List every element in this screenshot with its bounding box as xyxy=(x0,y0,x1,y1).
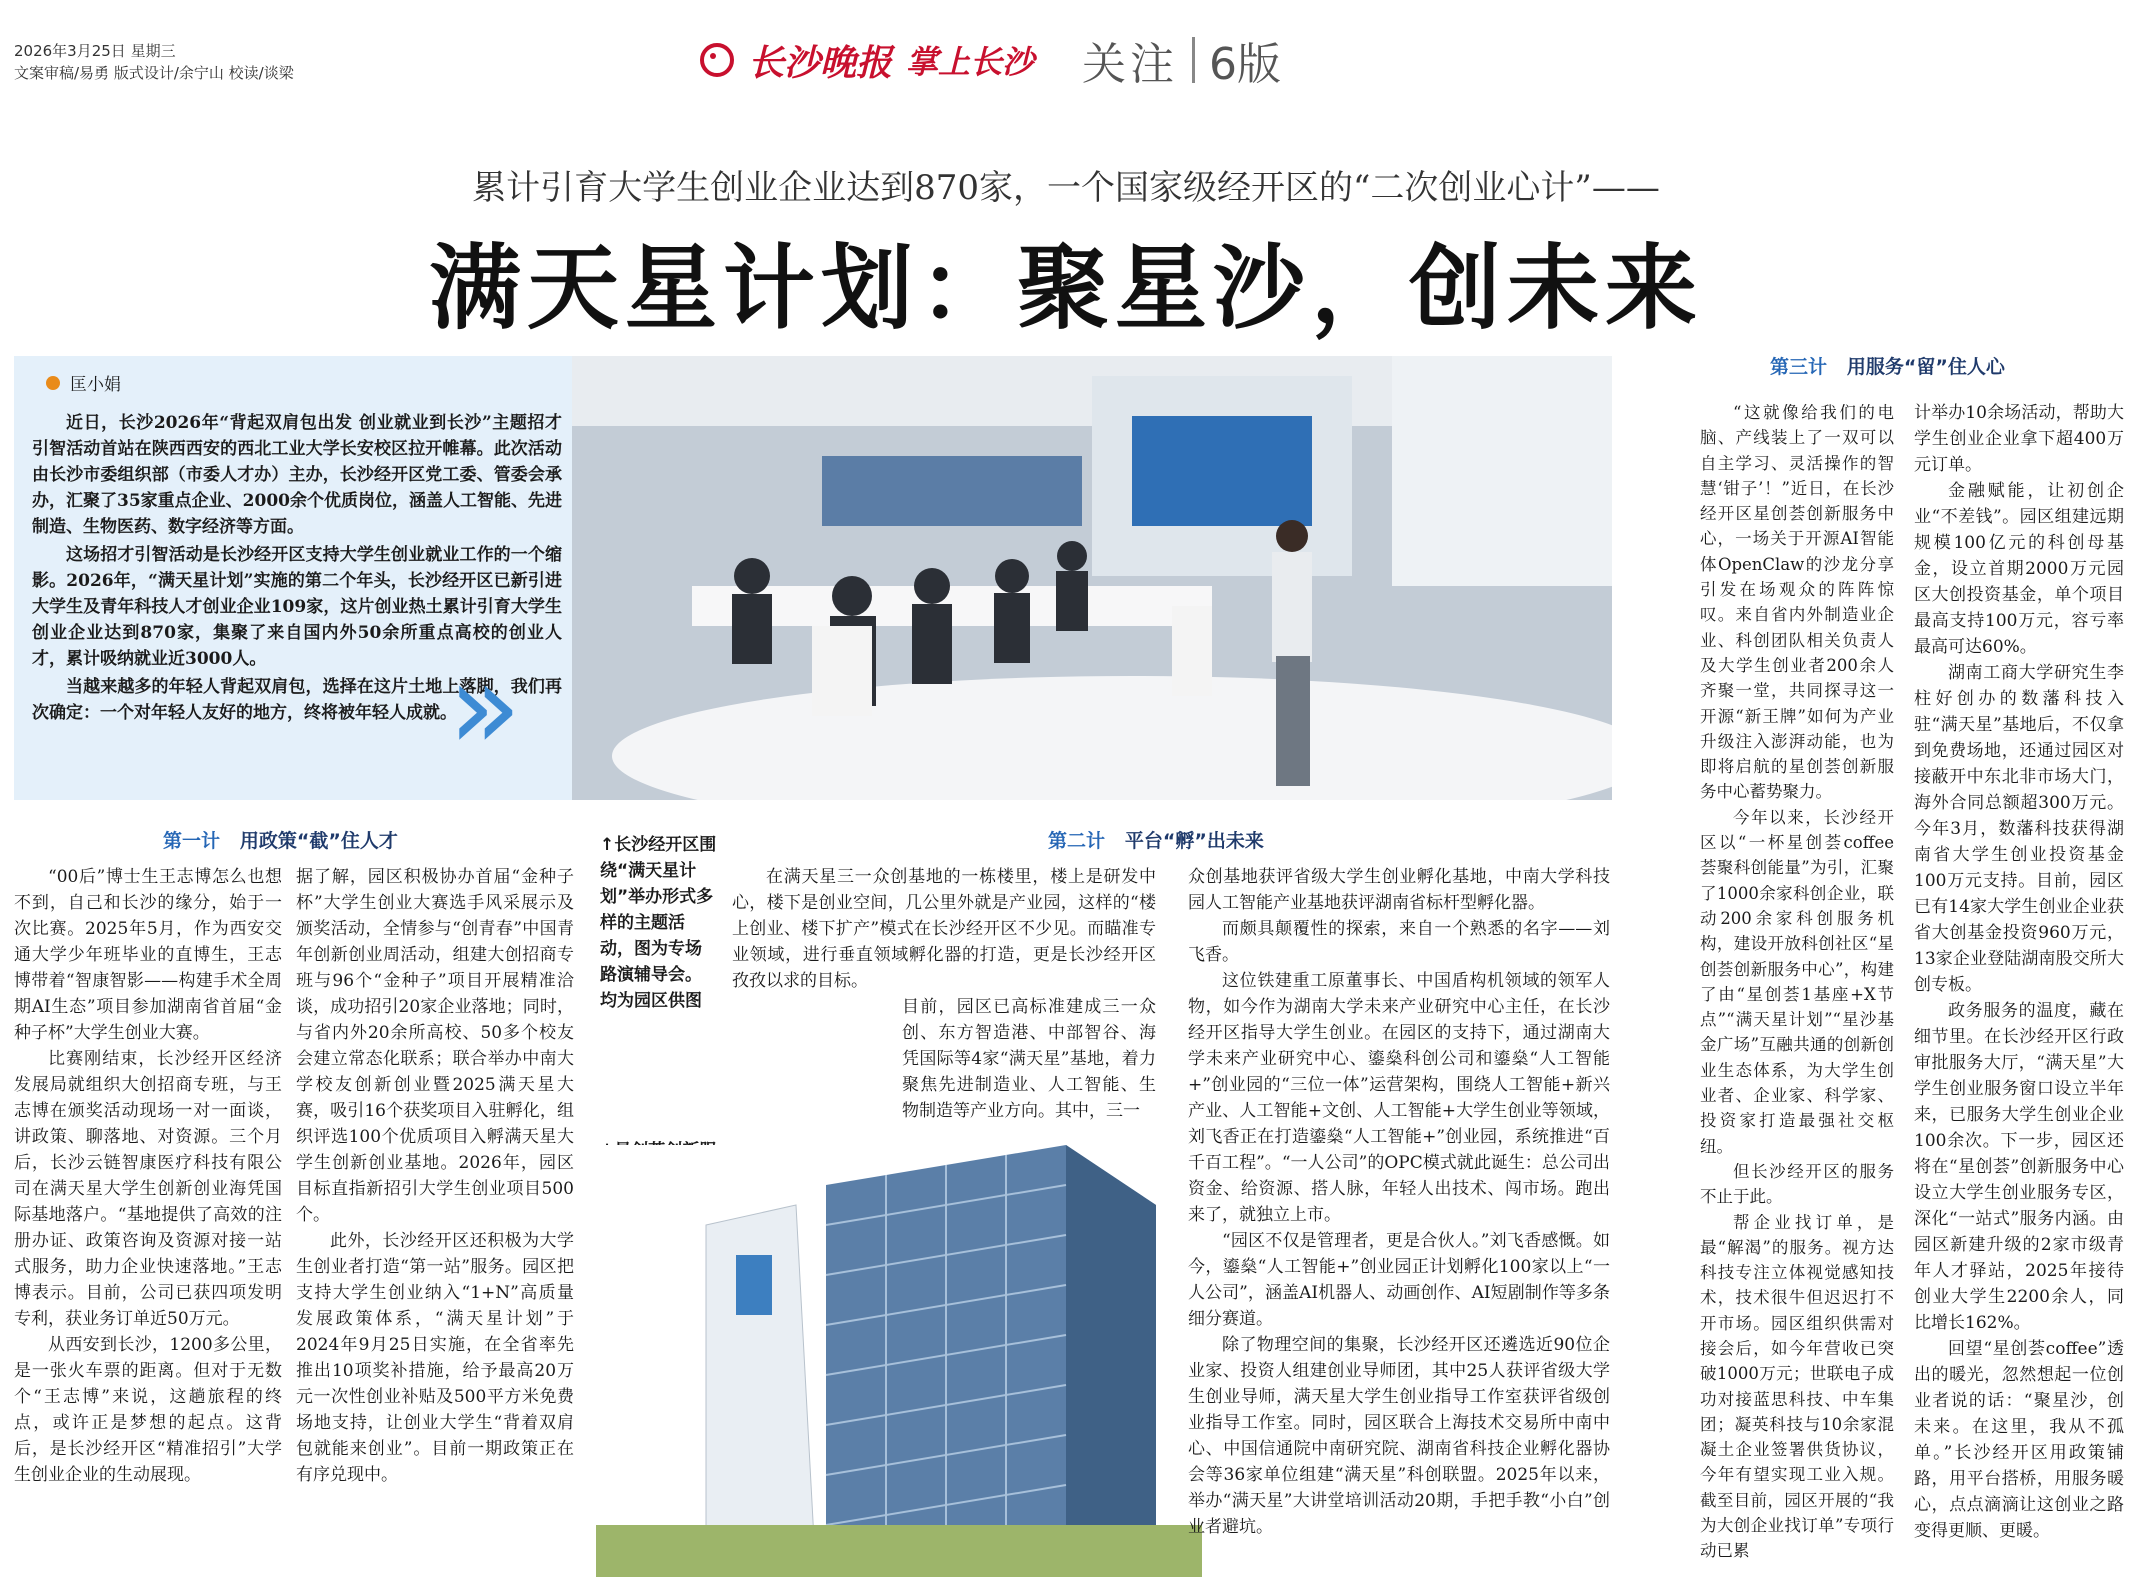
article-paragraph: 回望“星创荟coffee”透出的暖光，忽然想起一位创业者说的话：“聚星沙，创未来。在这里，我从不孤单。”长沙经开区用政策铺路，用平台搭桥，用服务暖心，点点滴滴让这创业之路变得更顺、更暖。 xyxy=(1914,1339,2124,1541)
article-paragraph: 这位铁建重工原董事长、中国盾构机领域的领军人物，如今作为湖南大学未来产业研究中心主任，在长沙经开区指导大学生创业。在园区的支持下，通过湖南大学未来产业研究中心、鎏燊科创公司和鎏燊“人工智能+”创业园的“三位一体”运营架构，围绕人工智能+新兴产业、人工智能+文创、人工智能+大学生创业等领域，刘飞香正在打造鎏燊“人工智能+”创业园，系统推进“百千百工程”。“一人公司”的OPC模式就此诞生：总公司出资金、给资源、搭人脉，年轻人出技术、闯市场。跑出来了，就独立上市。 xyxy=(1188,971,1610,1225)
building-photo-illustration xyxy=(596,1145,1202,1577)
article-paragraph: 比赛刚结束，长沙经开区经济发展局就组织大创招商专班，与王志博在颁奖活动现场一对一面谈，讲政策、聊落地、对资源。三个月后，长沙云链智康医疗科技有限公司在满天星大学生创新创业海凭国际基地落户。“基地提供了高效的注册办证、政策咨询及资源对接一站式服务，助力企业快速落地。”王志博表示。目前，公司已获四项发明专利，获业务订单近50万元。 xyxy=(14,1049,282,1329)
article-paragraph: 从西安到长沙，1200多公里，是一张火车票的距离。但对于无数个“王志博”来说，这趟旅程的终点，或许正是梦想的起点。这背后，是长沙经开区“精准招引”大学生创业企业的生动展现。 xyxy=(14,1335,282,1485)
staff-line: 文案审稿/易勇 版式设计/余宁山 校读/谈梁 xyxy=(14,64,294,82)
section-three-heading xyxy=(1770,352,2005,379)
masthead-brand xyxy=(700,28,1281,92)
page-number: 6版 xyxy=(1209,39,1282,90)
article-paragraph: 据了解，园区积极协办首届“金种子杯”大学生创业大赛选手风采展示及颁奖活动，全情参与“创青春”中国青年创新创业周活动，组建大创招商专班与96个“金种子”项目开展精准洽谈，成功招引20家企业落地；同时，与省内外20余所高校、50多个校友会建立常态化联系；联合举办中南大学校友创新创业暨2025满天星大赛，吸引16个获奖项目入驻孵化，组织评选100个优质项目入孵满天星大学生创新创业基地。2026年，园区目标直指新招引大学生创业项目500个。 xyxy=(296,867,574,1225)
event-photo-illustration xyxy=(572,356,1612,800)
event-photo xyxy=(572,356,1612,800)
article-paragraph: “园区不仅是管理者，更是合伙人。”刘飞香感慨。如今，鎏燊“人工智能+”创业园正计划孵化100家以上“一人公司”，涵盖AI机器人、动画创作、AI短剧制作等多条细分赛道。 xyxy=(1188,1231,1610,1329)
section-one-lead: 第一计 xyxy=(163,830,221,852)
intro-paragraph: 当越来越多的年轻人背起双肩包，选择在这片土地上落脚，我们再次确定：一个对年轻人友好的地方，终将被年轻人成就。 xyxy=(32,677,562,723)
article-paragraph: 而颇具颠覆性的探索，来自一个熟悉的名字——刘飞香。 xyxy=(1188,919,1610,965)
intro-paragraph: 这场招才引智活动是长沙经开区支持大学生创业就业工作的一个缩影。2026年，“满天星计划”实施的第二个年头，长沙经开区已新引进大学生及青年科技人才创业企业109家，这片创业热土累计引育大学生创业企业达到870家，集聚了来自国内外50余所重点高校的创业人才，累计吸纳就业近3000人。 xyxy=(32,545,562,669)
author-bullet-icon xyxy=(46,376,60,390)
article-paragraph: 帮企业找订单，是最“解渴”的服务。视方达科技专注立体视觉感知技术，技术很牛但迟迟打不开市场。园区组织供需对接会后，如今年营收已突破1000万元；世联电子成功对接蓝思科技、中车集团；凝英科技与10余家混凝土企业签署供货协议，今年有望实现工业入规。截至目前，园区开展的“我为大创企业找订单”专项行动已累 xyxy=(1700,1212,1894,1561)
section-two-lead: 第二计 xyxy=(1048,830,1106,852)
section-two-title: 平台“孵”出未来 xyxy=(1124,830,1264,852)
paper-logo-icon xyxy=(700,43,734,77)
app-name: 掌上长沙 xyxy=(906,43,1035,81)
headline-title: 满天星计划：聚星沙，创未来 xyxy=(428,235,1703,342)
masthead-meta xyxy=(14,40,294,84)
section-separator xyxy=(1192,37,1195,83)
article-column-3 xyxy=(732,864,1156,1124)
section-three-title: 用服务“留”住人心 xyxy=(1846,356,2005,378)
intro-paragraph: 近日，长沙2026年“背起双肩包出发 创业就业到长沙”主题招才引智活动首站在陕西西安的西北工业大学长安校区拉开帷幕。此次活动由长沙市委组织部（市委人才办）主办，长沙经开区党工委、管委会承办，汇聚了35家重点企业、2000余个优质岗位，涵盖人工智能、先进制造、生物医药、数字经济等方面。 xyxy=(32,413,562,537)
article-paragraph: 众创基地获评省级大学生创业孵化基地，中南大学科技园人工智能产业基地获评湖南省标杆型孵化器。 xyxy=(1188,867,1610,913)
article-column-1 xyxy=(14,864,282,1488)
section-one-heading xyxy=(163,826,398,853)
article-paragraph: 计举办10余场活动，帮助大学生创业企业拿下超400万元订单。 xyxy=(1914,403,2124,475)
author-name: 匡小娟 xyxy=(70,375,121,395)
article-paragraph: “00后”博士生王志博怎么也想不到，自己和长沙的缘分，始于一次比赛。2025年5月，作为西安交通大学少年班毕业的直博生，王志博带着“智康智影——构建手术全周期AI生态”项目参加湖南省首届“金种子杯”大学生创业大赛。 xyxy=(14,867,282,1043)
article-paragraph: 金融赋能，让初创企业“不差钱”。园区组建远期规模100亿元的科创母基金，设立首期2000万元园区大创投资基金，单个项目最高支持100万元，容亏率最高可达60%。 xyxy=(1914,481,2124,657)
section-three-lead: 第三计 xyxy=(1770,356,1828,378)
headline-kicker: 累计引育大学生创业企业达到870家，一个国家级经开区的“二次创业心计”—— xyxy=(472,168,1660,208)
article-paragraph: 除了物理空间的集聚，长沙经开区还遴选近90位企业家、投资人组建创业导师团，其中25人获评省级大学生创业导师，满天星大学生创业指导工作室获评省级创业指导工作室。同时，园区联合上海技术交易所中南中心、中国信通院中南研究院、湖南省科技企业孵化器协会等36家单位组建“满天星”科创联盟。2025年以来，举办“满天星”大讲堂培训活动20期，手把手教“小白”创业者避坑。 xyxy=(1188,1335,1610,1537)
article-paragraph: 但长沙经开区的服务不止于此。 xyxy=(1700,1161,1894,1207)
article-paragraph: 湖南工商大学研究生李柱好创办的数藩科技入驻“满天星”基地后，不仅拿到免费场地，还通过园区对接蔽开中东北非市场大门，海外合同总额超300万元。今年3月，数藩科技获得湖南省大学生创业投资基金100万元支持。目前，园区已有14家大学生创业企业获省大创基金投资960万元，13家企业登陆湖南股交所大创专板。 xyxy=(1914,663,2124,995)
article-paragraph: 此外，长沙经开区还积极为大学生创业者打造“第一站”服务。园区把支持大学生创业纳入“1+N”高质量发展政策体系，“满天星计划”于2024年9月25日实施，在全省率先推出10项奖补措施，给予最高20万元一次性创业补贴及500平方米免费场地支持，让创业大学生“背着双肩包就能来创业”。目前一期政策正在有序兑现中。 xyxy=(296,1231,574,1485)
double-chevron-icon: » xyxy=(448,638,522,777)
section-two-heading xyxy=(1048,826,1264,853)
section-name: 关注 xyxy=(1082,39,1179,90)
article-paragraph: 在满天星三一众创基地的一栋楼里，楼上是研发中心，楼下是创业空间，几公里外就是产业园，这样的“楼上创业、楼下扩产”模式在长沙经开区不少见。而瞄准专业领域，进行垂直领域孵化器的打造，更是长沙经开区孜孜以求的目标。 xyxy=(732,867,1156,991)
building-photo xyxy=(596,1145,1202,1577)
article-paragraph: 今年以来，长沙经开区以“一杯星创荟coffee 荟聚科创能量”为引，汇聚了1000余家科创企业，联动200余家科创服务机构，建设开放科创社区“星创荟创新服务中心”，构建了由“星创荟1基座+X节点”“满天星计划”“星沙基金广场”互融共通的创新创业生态体系，为大学生创业者、企业家、科学家、投资家打造最强社交枢纽。 xyxy=(1700,807,1894,1156)
article-column-2 xyxy=(296,864,574,1488)
article-paragraph: 政务服务的温度，藏在细节里。在长沙经开区行政审批服务大厅，“满天星”大学生创业服务窗口设立半年来，已服务大学生创业企业100余次。下一步，园区还将在“星创荟”创新服务中心设立大学生创业服务专区，深化“一站式”服务内涵。由园区新建升级的2家市级青年人才驿站，2025年接待创业大学生2200余人，同比增长162%。 xyxy=(1914,1001,2124,1333)
article-column-6 xyxy=(1914,400,2124,1544)
article-column-4 xyxy=(1188,864,1610,1540)
article-paragraph: “这就像给我们的电脑、产线装上了一双可以自主学习、灵活操作的智慧‘钳子’！”近日，在长沙经开区星创荟创新服务中心，一场关于开源AI智能体OpenClaw的沙龙分享引发在场观众的阵阵惊叹。来自省内外制造业企业、科创团队相关负责人及大学生创业者200余人齐聚一堂，共同探寻这一开源“新王牌”如何为产业升级注入澎湃动能，也为即将启航的星创荟创新服务中心蓄势聚力。 xyxy=(1700,403,1894,802)
date-line: 2026年3月25日 星期三 xyxy=(14,42,176,60)
photo-caption-top: ↑长沙经开区围绕“满天星计划”举办形式多样的主题活动，图为专场路演辅导会。均为园区供图 xyxy=(600,835,717,1011)
article-paragraph: 目前，园区已高标准建成三一众创、东方智造港、中部智谷、海凭国际等4家“满天星”基地，着力聚焦先进制造业、人工智能、生物制造等产业方向。其中，三一 xyxy=(902,997,1156,1121)
article-column-5 xyxy=(1700,400,1894,1564)
section-one-title: 用政策“截”住人才 xyxy=(239,830,398,852)
paper-name: 长沙晚报 xyxy=(748,41,893,84)
